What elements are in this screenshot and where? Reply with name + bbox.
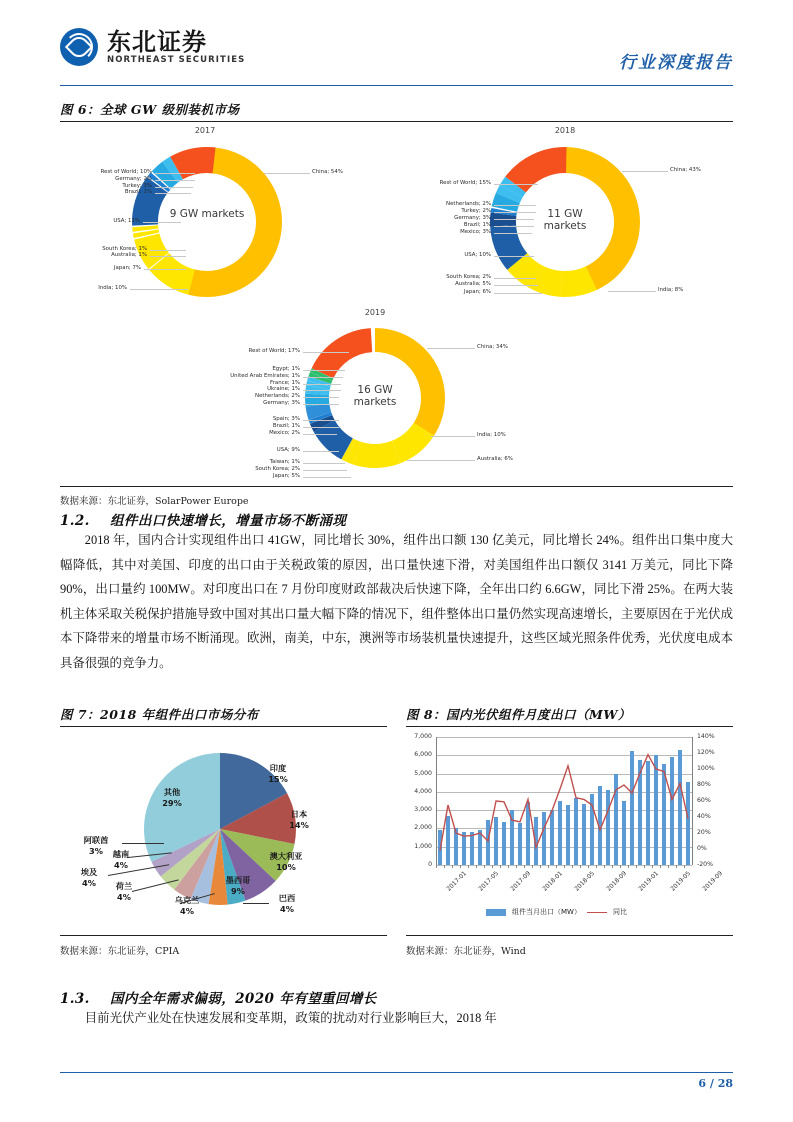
figure-6-source: 数据来源：东北证券，SolarPower Europe bbox=[60, 496, 249, 507]
donut-2018-label-south-korea: South Korea; 2% bbox=[446, 274, 491, 280]
donut-2019-label-taiwan: Taiwan; 1% bbox=[269, 459, 300, 465]
donut-2019-label-japan: Japan; 5% bbox=[272, 473, 300, 479]
pie-label-brazil: 巴西 4% bbox=[278, 893, 296, 914]
donut-2017-label-south-korea: South Korea; 1% bbox=[102, 246, 147, 252]
donut-2019-label-brazil: Brazil; 1% bbox=[272, 423, 300, 429]
y-axis-tick: 6,000 bbox=[414, 751, 432, 759]
pie-label-others: 其他 29% bbox=[162, 787, 182, 808]
pie-label-egypt: 埃及 4% bbox=[80, 867, 98, 888]
page-header bbox=[60, 26, 733, 86]
logo-text bbox=[107, 29, 245, 66]
y2-axis-tick: 20% bbox=[697, 829, 711, 836]
donut-2018-label-rest-of-world: Rest of World; 15% bbox=[439, 180, 491, 186]
figure-8 bbox=[406, 705, 733, 957]
donut-2017-label-turkey: Turkey; 3% bbox=[122, 183, 152, 189]
donut-2018-label-usa: USA; 10% bbox=[464, 252, 491, 258]
donut-2019-label-china: China; 34% bbox=[477, 344, 508, 350]
section-1-3-heading bbox=[60, 987, 377, 1007]
footer-divider bbox=[60, 1072, 733, 1073]
section-1-3-title: 国内全年需求偏弱，2020 年有望重回增长 bbox=[110, 991, 377, 1007]
donut-2017-label-india: India; 10% bbox=[98, 285, 127, 291]
section-1-2-paragraph: 2018 年，国内合计实现组件出口 41GW，同比增长 30%，组件出口额 130 亿美元，同比增长 24%。组件出口集中度大幅降低，其中对美国、印度的出口由于关税政策的原因，出口量快速下滑，对美国组件出口额仅 3141 万美元，同比下降 90%，出口量约 100MW。对印度出口在 7 月份印度财政部裁决后快速下降，全年出口约 6.6GW，同比下滑 25%。在两大装机主体采取关税保护措施导致中国对其出口量大幅下降的情况下，组件整体出口量仍然实现高速增长，主要原因在于光伏成本下降带来的增量市场不断涌现。欧洲，南美，中东，澳洲等市场装机量快速提升，这些区域光照条件优秀，光伏度电成本具备很强的竞争力。 bbox=[60, 533, 733, 670]
pie-label-netherlands: 荷兰 4% bbox=[115, 881, 133, 902]
donut-2019-label-rest-of-world: Rest of World; 17% bbox=[248, 348, 300, 354]
x-axis-label: 2017-09 bbox=[509, 870, 533, 893]
section-1-3-number: 1.3. bbox=[60, 991, 90, 1007]
pie-label-mexico: 墨西哥 9% bbox=[225, 875, 251, 896]
legend-line-label: 同比 bbox=[612, 908, 627, 916]
pie-label-australia: 澳大利亚 10% bbox=[269, 851, 303, 872]
legend-line-swatch bbox=[587, 912, 607, 913]
donut-2018-label-germany: Germany; 3% bbox=[454, 215, 491, 221]
legend-bar-label: 组件当月出口（MW） bbox=[512, 908, 581, 916]
y2-axis-tick: 60% bbox=[697, 797, 711, 804]
pie-label-uae: 阿联酋 3% bbox=[83, 835, 109, 856]
figure-8-legend bbox=[486, 907, 627, 917]
legend-bar-swatch bbox=[486, 909, 506, 916]
donut-2019-label-ukraine: Ukraine; 1% bbox=[267, 386, 300, 392]
x-axis-label: 2018-09 bbox=[605, 870, 629, 893]
donut-2019-label-netherlands: Netherlands; 2% bbox=[255, 393, 300, 399]
y2-axis-tick: 120% bbox=[697, 749, 715, 756]
donut-2019-label-spain: Spain; 3% bbox=[272, 416, 300, 422]
figure-7 bbox=[60, 705, 387, 957]
donut-2019-center-label: 16 GW markets bbox=[353, 384, 397, 409]
figure-7-body bbox=[60, 726, 387, 936]
donut-2019-label-south-korea: South Korea; 2% bbox=[255, 466, 300, 472]
figure-8-caption bbox=[406, 705, 733, 726]
donut-2017-label-rest-of-world: Rest of World; 10% bbox=[100, 169, 152, 175]
donut-2017-label-australia: Australia; 1% bbox=[111, 252, 147, 258]
y2-axis-tick: 100% bbox=[697, 765, 715, 772]
donut-2018-label-turkey: Turkey; 2% bbox=[461, 208, 491, 214]
donut-2018-label-india: India; 8% bbox=[658, 287, 684, 293]
y-axis-tick: 5,000 bbox=[414, 769, 432, 777]
header-divider bbox=[60, 85, 733, 86]
y-axis-tick: 1,000 bbox=[414, 842, 432, 850]
donut-2017-label-germany: Germany; 2% bbox=[115, 176, 152, 182]
donut-2019-year-label: 2019 bbox=[364, 308, 386, 317]
donut-2019-label-egypt: Egypt; 1% bbox=[272, 366, 300, 372]
donut-2019-label-uae: United Arab Emirates; 1% bbox=[230, 373, 300, 379]
x-axis-label: 2017-05 bbox=[477, 870, 501, 893]
donut-2018-label-mexico: Mexico; 3% bbox=[460, 229, 491, 235]
x-axis-label: 2018-01 bbox=[541, 870, 565, 893]
x-axis-label: 2019-05 bbox=[669, 870, 693, 893]
y2-axis-tick: 40% bbox=[697, 813, 711, 820]
y-axis-tick: 0 bbox=[428, 861, 432, 868]
page-number: 6 / 28 bbox=[698, 1077, 733, 1090]
x-axis-label: 2017-01 bbox=[445, 870, 469, 893]
y2-axis-tick: -20% bbox=[697, 861, 713, 868]
figure-8-source: 数据来源：东北证券，Wind bbox=[406, 946, 526, 957]
pie-label-vietnam: 越南 4% bbox=[112, 849, 130, 870]
company-logo bbox=[60, 28, 245, 66]
x-axis-label: 2019-09 bbox=[701, 870, 725, 893]
y2-axis-tick: 80% bbox=[697, 781, 711, 788]
yoy-line-series bbox=[406, 727, 733, 925]
donut-chart-2018 bbox=[390, 126, 733, 301]
donut-2017-label-japan: Japan; 7% bbox=[113, 265, 141, 271]
donut-chart-2017 bbox=[60, 126, 400, 301]
donut-2019-label-india: India; 10% bbox=[477, 432, 506, 438]
donut-chart-2019 bbox=[155, 308, 635, 478]
donut-2018-label-australia: Australia; 5% bbox=[455, 281, 491, 287]
pie-label-japan: 日本 14% bbox=[289, 809, 309, 830]
figure-6-body bbox=[60, 121, 733, 487]
donut-2018-center-label: 11 GW markets bbox=[543, 208, 587, 233]
donut-2018-year-label: 2018 bbox=[554, 126, 576, 135]
figure-8-title: 图 8：国内光伏组件月度出口（MW） bbox=[406, 707, 631, 722]
section-1-2-number: 1.2. bbox=[60, 513, 90, 529]
y-axis-tick: 3,000 bbox=[414, 806, 432, 814]
figure-7-source: 数据来源：东北证券，CPIA bbox=[60, 946, 180, 957]
figure-6-title: 图 6：全球 GW 级别装机市场 bbox=[60, 102, 240, 117]
figure-8-plot bbox=[406, 727, 733, 925]
donut-2017-label-china: China; 54% bbox=[312, 169, 343, 175]
donut-2018-label-china: China; 43% bbox=[670, 167, 701, 173]
section-1-2-heading bbox=[60, 509, 346, 529]
donut-2017-label-brazil: Brazil; 1% bbox=[124, 189, 152, 195]
figure-6 bbox=[60, 100, 733, 507]
donut-2019-label-australia: Australia; 6% bbox=[477, 456, 513, 462]
donut-2017-label-usa: USA; 11% bbox=[113, 218, 140, 224]
pie-label-india: 印度 15% bbox=[268, 763, 288, 784]
report-type-label: 行业深度报告 bbox=[619, 53, 733, 73]
x-axis-label: 2018-05 bbox=[573, 870, 597, 893]
y-axis-tick: 4,000 bbox=[414, 787, 432, 795]
y-axis-tick: 7,000 bbox=[414, 733, 432, 740]
donut-2017-year-label: 2017 bbox=[194, 126, 216, 135]
donut-2018-label-brazil: Brazil; 1% bbox=[463, 222, 491, 228]
figure-7-title: 图 7：2018 年组件出口市场分布 bbox=[60, 707, 259, 722]
x-axis-label: 2019-01 bbox=[637, 870, 661, 893]
pie-label-ukraine: 乌克兰 4% bbox=[174, 895, 200, 916]
donut-2019-label-germany: Germany; 3% bbox=[263, 400, 300, 406]
donut-2018-label-japan: Japan; 6% bbox=[463, 289, 491, 295]
donut-2017-center-label: 9 GW markets bbox=[169, 208, 245, 220]
donut-2018-label-netherlands: Netherlands; 2% bbox=[446, 201, 491, 207]
section-1-2-title: 组件出口快速增长，增量市场不断涌现 bbox=[110, 513, 347, 529]
y2-axis-tick: 0% bbox=[697, 845, 707, 852]
figure-6-caption bbox=[60, 100, 733, 121]
logo-english-name: NORTHEAST SECURITIES bbox=[107, 54, 246, 65]
donut-2019-label-mexico: Mexico; 2% bbox=[269, 430, 300, 436]
donut-2019-label-usa: USA; 9% bbox=[276, 447, 300, 453]
northeast-securities-logo-icon bbox=[60, 28, 98, 66]
figure-7-caption bbox=[60, 705, 387, 726]
section-1-3-paragraph: 目前光伏产业处在快速发展和变革期，政策的扰动对行业影响巨大，2018 年 bbox=[84, 1011, 497, 1025]
y2-axis-tick: 140% bbox=[697, 733, 715, 740]
logo-chinese-name: 东北证券 bbox=[107, 27, 207, 56]
figure-8-body bbox=[406, 726, 733, 936]
donut-2019-label-france: France; 1% bbox=[269, 380, 300, 386]
y-axis-tick: 2,000 bbox=[414, 824, 432, 832]
